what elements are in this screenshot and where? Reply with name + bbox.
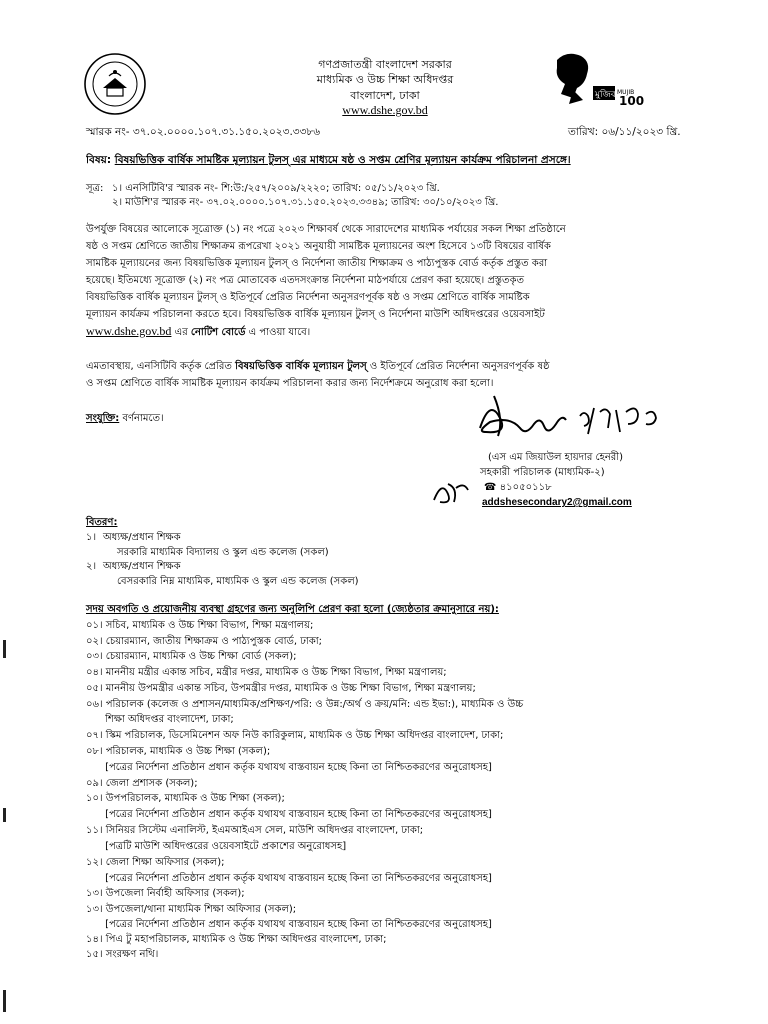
initial-signature	[428, 474, 474, 510]
attachment-text: বর্ণনামতে।	[122, 413, 164, 424]
copy-item: ০৮। পরিচালক, মাধ্যমিক ও উচ্চ শিক্ষা (সকল);	[86, 746, 271, 757]
copy-item: ০১। সচিব, মাধ্যমিক ও উচ্চ শিক্ষা বিভাগ, শিক্ষা মন্ত্রণালয়;	[86, 620, 314, 631]
dshe-emblem-logo	[83, 52, 147, 116]
body-para1-line2: ষষ্ঠ ও সপ্তম শ্রেণিতে জাতীয় শিক্ষাক্রম রূপরেখা ২০২১ অনুযায়ী সামষ্টিক মূল্যায়নের অংশ হিসেবে ১৩টি বিষয়ের বার্ষিক	[86, 241, 551, 252]
copy-item: ০৪। মাননীয় মন্ত্রীর একান্ত সচিব, মন্ত্রীর দপ্তর, মাধ্যমিক ও উচ্চ শিক্ষা বিভাগ, শিক্ষা মন্ত্রণালয়;	[86, 667, 447, 678]
body-para2-bold: বিষয়ভিত্তিক বার্ষিক মূল্যায়ন টুলস্	[235, 361, 367, 372]
copy-item-note: [পত্রটি মাউশি অধিদপ্তরের ওয়েবসাইটে প্রকাশের অনুরোধসহ]	[86, 841, 347, 852]
distribution-item-2-sub: বেসরকারি নিম্ন মাধ্যমিক, মাধ্যমিক ও স্কুল এন্ড কলেজ (সকল)	[117, 576, 359, 587]
copy-item: ০৯। জেলা প্রশাসক (সকল);	[86, 778, 198, 789]
scan-edge-mark	[3, 808, 6, 822]
header-govt: গণপ্রজাতন্ত্রী বাংলাদেশ সরকার	[318, 58, 452, 71]
attachment-line	[86, 412, 164, 425]
signatory-title: সহকারী পরিচালক (মাধ্যমিক-২)	[480, 467, 605, 478]
copy-item: ১১। সিনিয়র সিস্টেম এনালিস্ট, ইএমআইএস সেল, মাউশি অধিদপ্তর বাংলাদেশ, ঢাকা;	[86, 825, 424, 836]
website-link-inline[interactable]: www.dshe.gov.bd	[86, 324, 172, 338]
body-para2-line1	[86, 360, 550, 373]
header-directorate: মাধ্যমিক ও উচ্চ শিক্ষা অধিদপ্তর	[316, 73, 454, 86]
svg-text:মুজিব: মুজিব	[595, 90, 616, 100]
scan-edge-mark	[3, 640, 6, 658]
body-para1-line5: বিষয়ভিত্তিক বার্ষিক মূল্যায়ন টুলস্ ও ইতিপূর্বে প্রেরিত নির্দেশনা অনুসরণপূর্বক ষষ্ঠ ও সপ্তম শ্রেণিতে বার্ষিক সামষ্টিক	[86, 292, 530, 303]
body-para1-tail: এ পাওয়া যাবে।	[245, 327, 311, 338]
body-para1-line3: সামষ্টিক মূল্যায়নের জন্য বিষয়ভিত্তিক মূল্যায়ন টুলস্ ও নির্দেশনা জাতীয় শিক্ষাক্রম ও পাঠ্যপুস্তক বোর্ড কর্তৃক প্রস্তুত করা	[86, 258, 548, 269]
handwritten-signature	[470, 388, 680, 450]
copy-item-note: [পত্রের নির্দেশনা প্রতিষ্ঠান প্রধান কর্তৃক যথাযথ বাস্তবায়ন হচ্ছে কিনা তা নিশ্চিতকরণের অনুরোধসহ]	[86, 873, 492, 884]
memo-date: তারিখ: ০৬/১১/২০২৩ খ্রি.	[568, 126, 681, 138]
distribution-label: বিতরণ:	[86, 517, 118, 528]
body-para1-line7	[86, 325, 310, 339]
copy-item: ১৩। উপজেলা/থানা মাধ্যমিক শিক্ষা অফিসার (সকল);	[86, 904, 297, 915]
copy-item: ১৫। সংরক্ষণ নথি।	[86, 949, 159, 960]
subject-label: বিষয়:	[86, 154, 112, 166]
references-label: সূত্র:	[86, 183, 104, 194]
subject-line	[86, 153, 706, 167]
distribution-item-1-title: অধ্যক্ষ/প্রধান শিক্ষক	[103, 532, 181, 543]
body-para1-line6: মূল্যায়ন কার্যক্রম পরিচালনা করতে হবে। বিষয়ভিত্তিক বার্ষিক মূল্যায়ন টুলস্ ও নির্দেশনা মাউশি অধিদপ্তরের ওয়েবসাইট	[86, 309, 545, 320]
body-para2-b: ও ইতিপূর্বে প্রেরিত নির্দেশনা অনুসরণপূর্বক ষষ্ঠ	[366, 361, 550, 372]
distribution-item-1-sub: সরকারি মাধ্যমিক বিদ্যালয় ও স্কুল এন্ড কলেজ (সকল)	[117, 547, 329, 558]
subject-text: বিষয়ভিত্তিক বার্ষিক সামষ্টিক মূল্যায়ন টুলস্ এর মাধ্যমে ষষ্ঠ ও সপ্তম শ্রেণির মূল্যায়ন কার্যক্রম পরিচালনা প্রসঙ্গে।	[114, 154, 571, 166]
copy-item: ০৩। চেয়ারম্যান, মাধ্যমিক ও উচ্চ শিক্ষা বোর্ড (সকল);	[86, 651, 297, 662]
copy-heading: সদয় অবগতি ও প্রয়োজনীয় ব্যবস্থা গ্রহণের জন্য অনুলিপি প্রেরণ করা হলো (জ্যেষ্ঠতার ক্রমানুসারে নয়):	[86, 604, 499, 615]
copy-item: ০৭। স্কিম পরিচালক, ডিসেমিনেশন অফ নিউ কারিকুলাম, মাধ্যমিক ও উচ্চ শিক্ষা অধিদপ্তর বাংলাদেশ, ঢাকা;	[86, 730, 504, 741]
signatory-email-link[interactable]: addshesecondary2@gmail.com	[482, 497, 632, 508]
copy-item: ১৪। পিএ টু মহাপরিচালক, মাধ্যমিক ও উচ্চ শিক্ষা অধিদপ্তর বাংলাদেশ, ঢাকা;	[86, 934, 387, 945]
body-para1-line4: হয়েছে। ইতিমধ্যে সূত্রোক্ত (২) নং পত্র মোতাবেক এতদসংক্রান্ত নির্দেশনা মাঠপর্যায়ে প্রেরণ করা হয়েছে। প্রস্তুতকৃত	[86, 275, 524, 286]
copy-item-note: [পত্রের নির্দেশনা প্রতিষ্ঠান প্রধান কর্তৃক যথাযথ বাস্তবায়ন হচ্ছে কিনা তা নিশ্চিতকরণের অনুরোধসহ]	[86, 809, 492, 820]
body-para1-line1: উপর্যুক্ত বিষয়ের আলোকে সূত্রোক্ত (১) নং পত্রে ২০২৩ শিক্ষাবর্ষ থেকে সারাদেশের মাধ্যমিক পর্যায়ের সকল শিক্ষা প্রতিষ্ঠানে	[86, 224, 566, 235]
svg-text:MUJIB: MUJIB	[617, 89, 635, 96]
body-para2-a: এমতাবস্থায়, এনসিটিবি কর্তৃক প্রেরিত	[86, 361, 236, 372]
copy-item: ১০। উপপরিচালক, মাধ্যমিক ও উচ্চ শিক্ষা (সকল);	[86, 793, 285, 804]
notice-board-text: নোটিশ বোর্ডে	[190, 327, 246, 338]
distribution-item-1-num: ১।	[86, 532, 97, 543]
copy-item: ০৬। পরিচালক (কলেজ ও প্রশাসন/মাধ্যমিক/প্রশিক্ষণ/পরি: ও উন্ন:/অর্থ ও ক্রয়/মনি: এন্ড ইভা:), মাধ্যমিক ও উচ্চ	[86, 699, 524, 710]
reference-item-1: ১। এনসিটিবি'র স্মারক নং- শি:উ:/২৫৭/২০০৯/২২২০; তারিখ: ০৫/১১/২০২৩ খ্রি.	[112, 183, 440, 194]
distribution-item-2-num: ২।	[86, 561, 97, 572]
copy-item-note: [পত্রের নির্দেশনা প্রতিষ্ঠান প্রধান কর্তৃক যথাযথ বাস্তবায়ন হচ্ছে কিনা তা নিশ্চিতকরণের অনুরোধসহ]	[86, 919, 492, 930]
header-website-link[interactable]: www.dshe.gov.bd	[342, 103, 428, 117]
copy-item: ০৫। মাননীয় উপমন্ত্রীর একান্ত সচিব, উপমন্ত্রীর দপ্তর, মাধ্যমিক ও উচ্চ শিক্ষা বিভাগ, শিক্ষা মন্ত্রণালয়;	[86, 683, 476, 694]
distribution-item-2-title: অধ্যক্ষ/প্রধান শিক্ষক	[103, 561, 181, 572]
body-para1-mid: এর	[171, 327, 191, 338]
copy-item: ১২। জেলা শিক্ষা অফিসার (সকল);	[86, 857, 225, 868]
signatory-name: (এস এম জিয়াউল হায়দার হেনরী)	[488, 452, 624, 463]
signatory-phone: ☎ ৪১০৫০১১৮	[484, 482, 552, 493]
copy-item: শিক্ষা অধিদপ্তর বাংলাদেশ, ঢাকা;	[86, 714, 234, 725]
copy-item: ১৩। উপজেলা নির্বাহী অফিসার (সকল);	[86, 888, 245, 899]
reference-item-2: ২। মাউশি'র স্মারক নং- ৩৭.০২.০০০০.১০৭.৩১.১৫০.২০২৩.৩৩৪৯; তারিখ: ৩০/১০/২০২৩ খ্রি.	[112, 197, 499, 208]
copy-item-note: [পত্রের নির্দেশনা প্রতিষ্ঠান প্রধান কর্তৃক যথাযথ বাস্তবায়ন হচ্ছে কিনা তা নিশ্চিতকরণের অনুরোধসহ]	[86, 762, 492, 773]
svg-text:100: 100	[619, 94, 645, 108]
body-para2-line2: ও সপ্তম শ্রেণিতে বার্ষিক সামষ্টিক মূল্যায়ন কার্যক্রম পরিচালনা করার জন্য নির্দেশক্রমে অনুরোধ করা হলো।	[86, 378, 494, 389]
scan-edge-mark	[3, 990, 6, 1012]
copy-item: ০২। চেয়ারম্যান, জাতীয় শিক্ষাক্রম ও পাঠ্যপুস্তক বোর্ড, ঢাকা;	[86, 636, 323, 647]
mujib-100-logo	[543, 50, 649, 108]
memo-number: স্মারক নং- ৩৭.০২.০০০০.১০৭.৩১.১৫০.২০২৩.৩৩৮৬	[86, 126, 321, 138]
header-location: বাংলাদেশ, ঢাকা	[350, 89, 420, 102]
attachment-label: সংযুক্তি:	[86, 413, 120, 424]
